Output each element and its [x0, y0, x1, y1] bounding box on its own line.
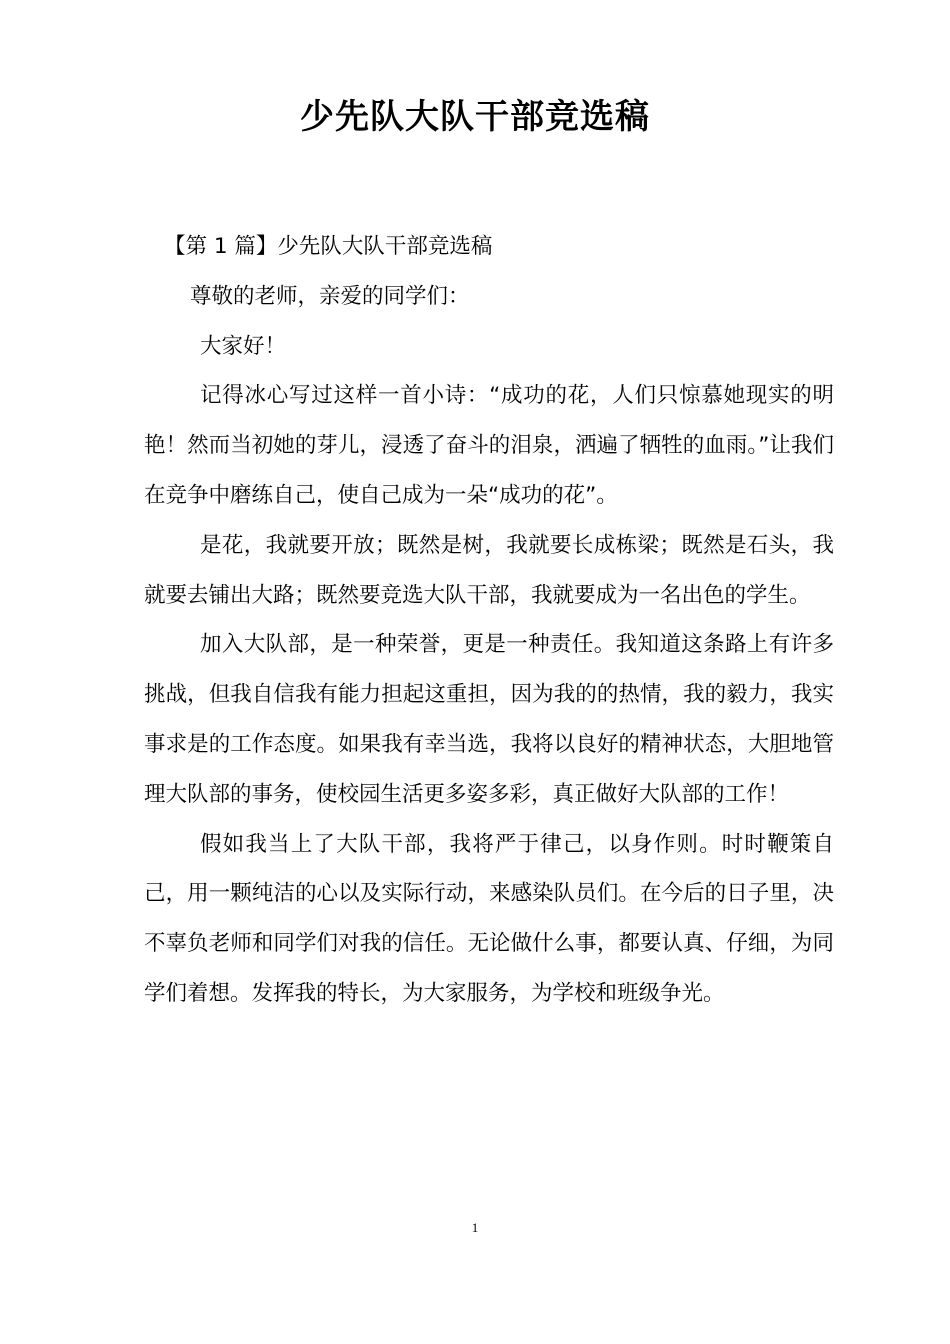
- salutation: 尊敬的老师，亲爱的同学们：: [190, 283, 470, 309]
- paragraph-commitment: 假如我当上了大队干部，我将严于律己，以身作则。时时鞭策自己，用一颗纯洁的心以及实际行动，来感染队员们。在今后的日子里，决不辜负老师和同学们对我的信任。无论做什么事，都要认真、仔细，为同学们着想。发挥我的特长，为大家服务，为学校和班级争光。: [144, 831, 834, 1006]
- document-body: [144, 222, 834, 1019]
- paragraph-responsibility: 加入大队部，是一种荣誉，更是一种责任。我知道这条路上有许多挑战，但我自信我有能力担起这重担，因为我的的热情，我的毅力，我实事求是的工作态度。如果我有幸当选，我将以良好的精神状态，大胆地管理大队部的事务，使校园生活更多姿多彩，真正做好大队部的工作！: [144, 632, 834, 807]
- paragraph-flower: 是花，我就要开放；既然是树，我就要长成栋梁；既然是石头，我就要去铺出大路；既然要竞选大队干部，我就要成为一名出色的学生。: [144, 532, 834, 608]
- greeting: 大家好！: [200, 333, 287, 359]
- page-number: 1: [471, 1220, 479, 1235]
- section-heading: 【第 1 篇】少先队大队干部竞选稿: [164, 234, 493, 259]
- document-title: 少先队大队干部竞选稿: [300, 97, 650, 137]
- paragraph-poem: 记得冰心写过这样一首小诗：“成功的花，人们只惊慕她现实的明艳！然而当初她的芽儿，浸透了奋斗的泪泉，洒遍了牺牲的血雨。”让我们在竞争中磨练自己，使自己成为一朵“成功的花”。: [144, 383, 834, 508]
